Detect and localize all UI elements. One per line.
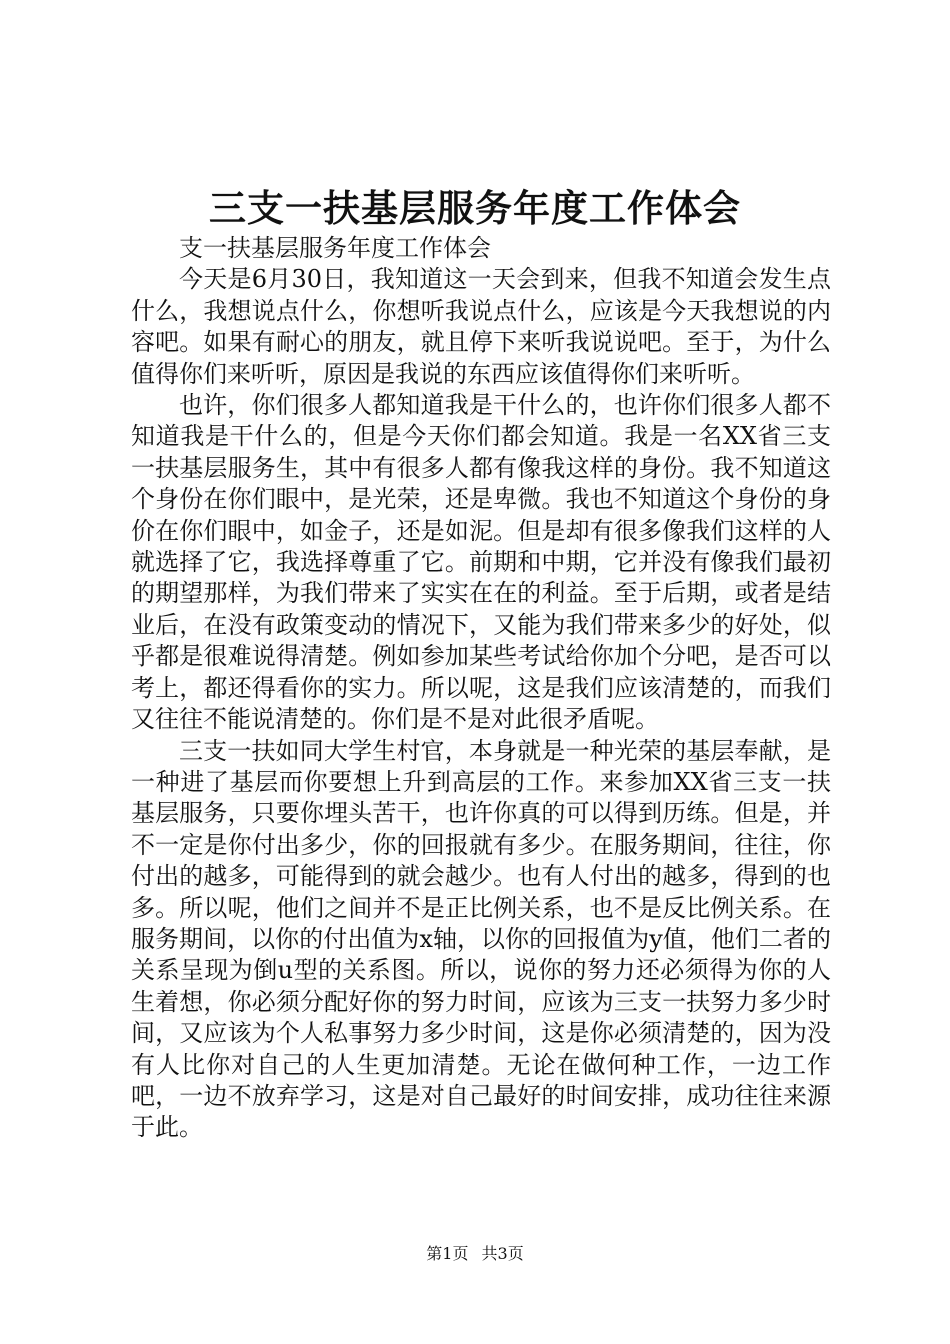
page-number: 第1页 (426, 1244, 469, 1263)
paragraph-2: 也许，你们很多人都知道我是干什么的，也许你们很多人都不知道我是干什么的，但是今天你们都会知道。我是一名XX省三支一扶基层服务生，其中有很多人都有像我这样的身份。我不知道这个身份在你们眼中，是光荣，还是卑微。我也不知道这个身份的身价在你们眼中，如金子，还是如泥。但是却有很多像我们这样的人就选择了它，我选择尊重了它。前期和中期，它并没有像我们最初的期望那样，为我们带来了实实在在的利益。至于后期，或者是结业后，在没有政策变动的情况下，又能为我们带来多少的好处，似乎都是很难说得清楚。例如参加某些考试给你加个分吧，是否可以考上，都还得看你的实力。所以呢，这是我们应该清楚的，而我们又往往不能说清楚的。你们是不是对此很矛盾呢。 (131, 391, 831, 734)
paragraph-3: 三支一扶如同大学生村官，本身就是一种光荣的基层奉献，是一种进了基层而你要想上升到高层的工作。来参加XX省三支一扶基层服务，只要你埋头苦干，也许你真的可以得到历练。但是，并不一定是你付出多少，你的回报就有多少。在服务期间，往往，你付出的越多，可能得到的就会越少。也有人付出的越多，得到的也多。所以呢，他们之间并不是正比例关系，也不是反比例关系。在服务期间，以你的付出值为x轴，以你的回报值为y值，他们二者的关系呈现为倒u型的关系图。所以，说你的努力还必须得为你的人生着想，你必须分配好你的努力时间，应该为三支一扶努力多少时间，又应该为个人私事努力多少时间，这是你必须清楚的，因为没有人比你对自己的人生更加清楚。无论在做何种工作，一边工作吧，一边不放弃学习，这是对自己最好的时间安排，成功往往来源于此。 (131, 736, 831, 1142)
page-footer (0, 1243, 950, 1265)
document-body (131, 233, 831, 1144)
document-title: 三支一扶基层服务年度工作体会 (209, 186, 741, 230)
page-total: 共3页 (481, 1244, 524, 1263)
paragraph-1: 今天是6月30日，我知道这一天会到来，但我不知道会发生点什么，我想说点什么，你想听我说点什么，应该是今天我想说的内容吧。如果有耐心的朋友，就且停下来听我说说吧。至于，为什么值得你们来听听，原因是我说的东西应该值得你们来听听。 (131, 265, 831, 388)
paragraph-subtitle: 支一扶基层服务年度工作体会 (179, 234, 491, 262)
